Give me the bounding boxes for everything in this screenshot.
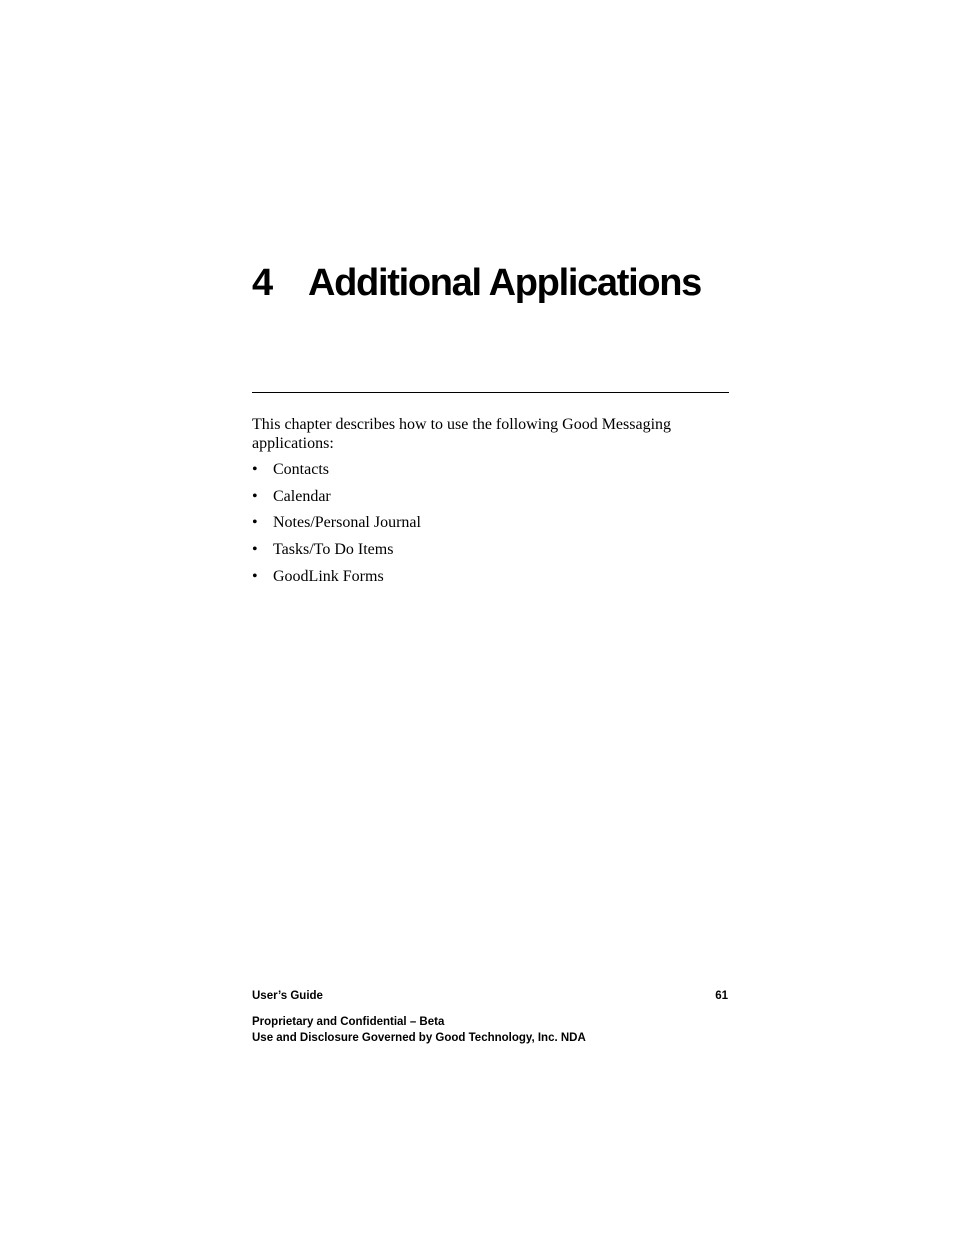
chapter-title: Additional Applications (308, 262, 702, 304)
bullet-icon: • (252, 567, 258, 585)
list-item-label: Calendar (273, 487, 331, 505)
list-item-label: Notes/Personal Journal (273, 514, 421, 532)
chapter-number: 4 (252, 262, 272, 304)
list-item (252, 487, 421, 506)
chapter-heading (252, 258, 701, 308)
applications-list (252, 460, 421, 593)
list-item-label: Contacts (273, 461, 329, 478)
intro-paragraph: This chapter describes how to use the following Good Messaging applications: (252, 416, 672, 452)
footer-proprietary-notice: Proprietary and Confidential – Beta (252, 1016, 445, 1028)
list-item (252, 460, 421, 479)
bullet-icon: • (252, 541, 258, 559)
footer-disclosure-notice: Use and Disclosure Governed by Good Technology, Inc. NDA (252, 1032, 586, 1044)
bullet-icon: • (252, 461, 258, 478)
footer-guide-title: User’s Guide (252, 990, 323, 1002)
bullet-icon: • (252, 514, 258, 532)
list-item (252, 540, 421, 559)
list-item-label: GoodLink Forms (273, 567, 384, 585)
bullet-icon: • (252, 487, 258, 505)
list-item (252, 567, 421, 586)
heading-divider (252, 392, 729, 393)
footer-page-number: 61 (715, 990, 728, 1002)
list-item (252, 513, 421, 532)
list-item-label: Tasks/To Do Items (273, 541, 394, 559)
